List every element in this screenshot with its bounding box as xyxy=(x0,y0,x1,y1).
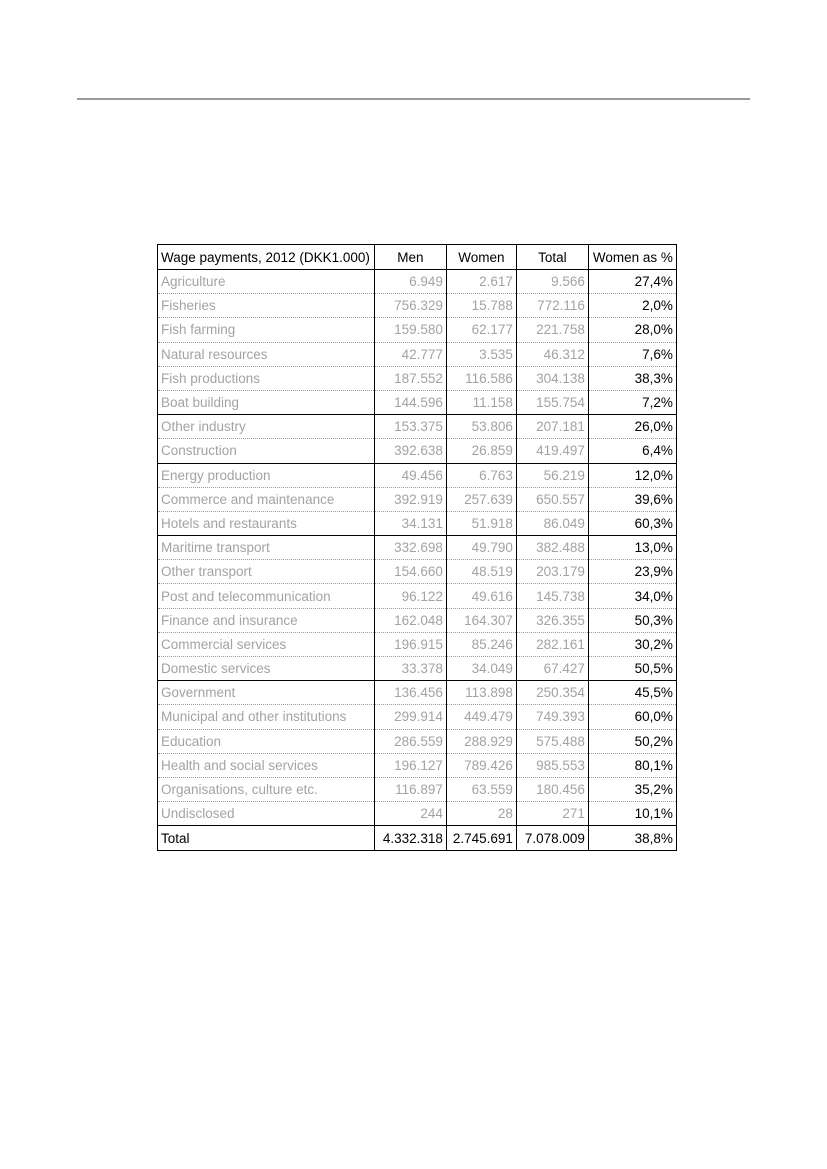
row-women: 257.639 xyxy=(446,487,516,511)
header-women: Women xyxy=(446,245,516,270)
table-row xyxy=(158,657,677,681)
table-row xyxy=(158,705,677,729)
row-women: 11.158 xyxy=(446,390,516,414)
row-total: 304.138 xyxy=(516,366,588,390)
row-women: 49.790 xyxy=(446,536,516,560)
row-label: Education xyxy=(158,729,375,753)
row-men: 96.122 xyxy=(374,584,446,608)
row-men: 196.915 xyxy=(374,632,446,656)
table-header-row xyxy=(158,245,677,270)
row-women-pct: 12,0% xyxy=(588,463,676,487)
table-row xyxy=(158,536,677,560)
row-total: 221.758 xyxy=(516,318,588,342)
row-label: Other industry xyxy=(158,415,375,439)
row-women: 26.859 xyxy=(446,439,516,463)
table-row xyxy=(158,511,677,535)
row-label: Fish productions xyxy=(158,366,375,390)
row-men: 42.777 xyxy=(374,342,446,366)
row-total: 203.179 xyxy=(516,560,588,584)
row-total: 145.738 xyxy=(516,584,588,608)
row-women-pct: 10,1% xyxy=(588,802,676,826)
row-men: 162.048 xyxy=(374,608,446,632)
row-label: Commerce and maintenance xyxy=(158,487,375,511)
row-men: 392.638 xyxy=(374,439,446,463)
table-row xyxy=(158,608,677,632)
row-label: Fish farming xyxy=(158,318,375,342)
row-women-pct: 38,3% xyxy=(588,366,676,390)
row-men: 159.580 xyxy=(374,318,446,342)
row-women-pct: 23,9% xyxy=(588,560,676,584)
row-men: 154.660 xyxy=(374,560,446,584)
table-row xyxy=(158,415,677,439)
row-label: Energy production xyxy=(158,463,375,487)
row-women: 6.763 xyxy=(446,463,516,487)
row-women-pct: 30,2% xyxy=(588,632,676,656)
row-women: 28 xyxy=(446,802,516,826)
row-women: 3.535 xyxy=(446,342,516,366)
row-men: 34.131 xyxy=(374,511,446,535)
row-men: 144.596 xyxy=(374,390,446,414)
total-label: Total xyxy=(158,826,375,851)
header-label: Wage payments, 2012 (DKK1.000) xyxy=(158,245,375,270)
row-total: 382.488 xyxy=(516,536,588,560)
row-women-pct: 45,5% xyxy=(588,681,676,705)
row-men: 136.456 xyxy=(374,681,446,705)
row-label: Health and social services xyxy=(158,753,375,777)
row-total: 9.566 xyxy=(516,270,588,294)
row-label: Natural resources xyxy=(158,342,375,366)
table-row xyxy=(158,584,677,608)
row-total: 207.181 xyxy=(516,415,588,439)
row-women-pct: 50,2% xyxy=(588,729,676,753)
row-total: 46.312 xyxy=(516,342,588,366)
row-men: 49.456 xyxy=(374,463,446,487)
row-label: Fisheries xyxy=(158,294,375,318)
row-women-pct: 60,0% xyxy=(588,705,676,729)
row-total: 985.553 xyxy=(516,753,588,777)
row-women: 49.616 xyxy=(446,584,516,608)
table-row xyxy=(158,270,677,294)
header-rule xyxy=(77,98,750,100)
row-label: Organisations, culture etc. xyxy=(158,777,375,801)
row-label: Hotels and restaurants xyxy=(158,511,375,535)
row-total: 155.754 xyxy=(516,390,588,414)
row-men: 153.375 xyxy=(374,415,446,439)
row-total: 749.393 xyxy=(516,705,588,729)
row-label: Other transport xyxy=(158,560,375,584)
row-women-pct: 7,2% xyxy=(588,390,676,414)
row-women-pct: 60,3% xyxy=(588,511,676,535)
row-total: 180.456 xyxy=(516,777,588,801)
table-row xyxy=(158,777,677,801)
total-total: 7.078.009 xyxy=(516,826,588,851)
total-men: 4.332.318 xyxy=(374,826,446,851)
header-men: Men xyxy=(374,245,446,270)
row-women-pct: 50,5% xyxy=(588,657,676,681)
row-women: 449.479 xyxy=(446,705,516,729)
row-women-pct: 6,4% xyxy=(588,439,676,463)
row-women-pct: 34,0% xyxy=(588,584,676,608)
row-women: 164.307 xyxy=(446,608,516,632)
row-men: 244 xyxy=(374,802,446,826)
table-row xyxy=(158,342,677,366)
row-label: Government xyxy=(158,681,375,705)
row-total: 772.116 xyxy=(516,294,588,318)
row-total: 419.497 xyxy=(516,439,588,463)
row-women: 48.519 xyxy=(446,560,516,584)
table-row xyxy=(158,729,677,753)
row-label: Agriculture xyxy=(158,270,375,294)
row-label: Construction xyxy=(158,439,375,463)
row-label: Finance and insurance xyxy=(158,608,375,632)
table-row xyxy=(158,681,677,705)
row-total: 282.161 xyxy=(516,632,588,656)
header-women-pct: Women as % xyxy=(588,245,676,270)
row-total: 86.049 xyxy=(516,511,588,535)
row-total: 250.354 xyxy=(516,681,588,705)
row-women: 53.806 xyxy=(446,415,516,439)
row-label: Boat building xyxy=(158,390,375,414)
table-row xyxy=(158,753,677,777)
row-women-pct: 80,1% xyxy=(588,753,676,777)
row-label: Post and telecommunication xyxy=(158,584,375,608)
row-women-pct: 27,4% xyxy=(588,270,676,294)
row-women: 51.918 xyxy=(446,511,516,535)
row-women-pct: 7,6% xyxy=(588,342,676,366)
row-women: 34.049 xyxy=(446,657,516,681)
row-label: Domestic services xyxy=(158,657,375,681)
row-men: 6.949 xyxy=(374,270,446,294)
row-label: Commercial services xyxy=(158,632,375,656)
row-women: 116.586 xyxy=(446,366,516,390)
row-total: 326.355 xyxy=(516,608,588,632)
row-women: 789.426 xyxy=(446,753,516,777)
row-women-pct: 35,2% xyxy=(588,777,676,801)
table-row xyxy=(158,802,677,826)
row-men: 33.378 xyxy=(374,657,446,681)
table-row xyxy=(158,366,677,390)
row-total: 650.557 xyxy=(516,487,588,511)
table-row xyxy=(158,463,677,487)
table-row xyxy=(158,318,677,342)
row-women-pct: 50,3% xyxy=(588,608,676,632)
row-label: Municipal and other institutions xyxy=(158,705,375,729)
header-total: Total xyxy=(516,245,588,270)
row-men: 392.919 xyxy=(374,487,446,511)
table-row xyxy=(158,487,677,511)
row-label: Maritime transport xyxy=(158,536,375,560)
total-women: 2.745.691 xyxy=(446,826,516,851)
row-women: 288.929 xyxy=(446,729,516,753)
table-row xyxy=(158,439,677,463)
row-women: 63.559 xyxy=(446,777,516,801)
row-women: 85.246 xyxy=(446,632,516,656)
row-women: 15.788 xyxy=(446,294,516,318)
row-women: 113.898 xyxy=(446,681,516,705)
row-men: 332.698 xyxy=(374,536,446,560)
table-row xyxy=(158,560,677,584)
row-women-pct: 26,0% xyxy=(588,415,676,439)
row-men: 196.127 xyxy=(374,753,446,777)
row-women: 62.177 xyxy=(446,318,516,342)
row-men: 286.559 xyxy=(374,729,446,753)
row-total: 575.488 xyxy=(516,729,588,753)
row-women-pct: 39,6% xyxy=(588,487,676,511)
row-label: Undisclosed xyxy=(158,802,375,826)
row-men: 756.329 xyxy=(374,294,446,318)
table-body xyxy=(158,270,677,851)
row-women-pct: 13,0% xyxy=(588,536,676,560)
row-women: 2.617 xyxy=(446,270,516,294)
table-row xyxy=(158,632,677,656)
row-total: 67.427 xyxy=(516,657,588,681)
table-row xyxy=(158,294,677,318)
total-women-pct: 38,8% xyxy=(588,826,676,851)
row-women-pct: 2,0% xyxy=(588,294,676,318)
row-men: 299.914 xyxy=(374,705,446,729)
total-row xyxy=(158,826,677,851)
row-total: 271 xyxy=(516,802,588,826)
row-women-pct: 28,0% xyxy=(588,318,676,342)
wage-payments-table xyxy=(157,244,677,851)
row-total: 56.219 xyxy=(516,463,588,487)
row-men: 116.897 xyxy=(374,777,446,801)
table-row xyxy=(158,390,677,414)
row-men: 187.552 xyxy=(374,366,446,390)
